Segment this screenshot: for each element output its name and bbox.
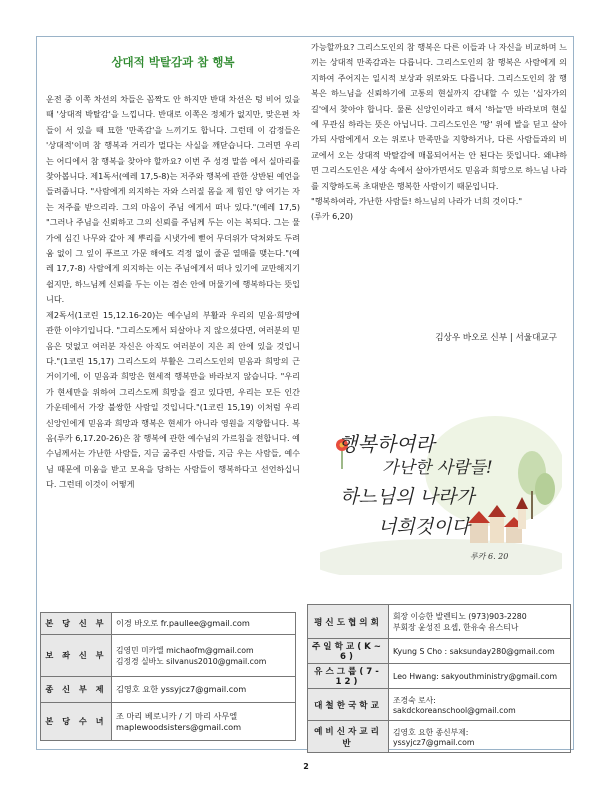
- directory-contact: [112, 635, 296, 677]
- directory-line: 조경숙 로사:: [393, 695, 436, 705]
- directory-role: 대철한국학교: [308, 689, 389, 721]
- article-paragraph: 가능할까요? 그리스도인의 참 행복은 다른 이들과 나 자신을 비교하며 느끼는 상대적 만족감과는 다릅니다. 그리스도인의 참 행복은 사람에게 의지하여 주어지는 일시적 보상과 위로와도 다릅니다. 그리스도인의 참 행복은 하느님을 신뢰하기에 고통의 현실까지 감내할 수 있는 '십자가의 길'에서 찾아야 합니다. 물론 신앙인이라고 해서 '하늘'만 바라보며 현실에 무관심 하라는 뜻은 아닙니다. 그리스도인은 '땅' 위에 발을 딛고 살아가되 사람에게서 오는 위로나 만족만을 지향하거나, 다른 사람들과의 비교에서 오는 상대적 박탈감에 매몰되어서는 안 된다는 뜻입니다. 왜냐하면 그리스도인은 세상 속에서 살아가면서도 믿음과 희망으로 하느님 나라를 지향하도록 초대받은 행복한 사람이기 때문입니다.: [311, 42, 567, 191]
- artwork-line-1: 행복하여라: [338, 432, 435, 456]
- clergy-directory: [40, 612, 296, 741]
- page-number: 2: [303, 762, 309, 771]
- artwork-line-4: 너희것이다: [378, 516, 470, 538]
- directory-line: 부회장 윤성진 요셉, 한유숙 유스티나: [393, 622, 519, 632]
- directory-contact: [112, 703, 296, 741]
- directory-contact: Leo Hwang: sakyouthministry@gmail.com: [389, 664, 571, 689]
- directory-row: [308, 639, 571, 664]
- directory-row: [41, 613, 296, 635]
- directory-role: 본 당 신 부: [41, 613, 112, 635]
- directory-role: 평신도협의회: [308, 605, 389, 639]
- directory-line: sakdckoreanschool@gmail.com: [393, 705, 516, 715]
- artwork-line-2: 가난한 사람들!: [382, 458, 493, 478]
- directory-role: 유스그룹(7-12): [308, 664, 389, 689]
- scripture-quote: "행복하여라, 가난한 사람들! 하느님의 나라가 너희 것이다.": [311, 196, 523, 207]
- directory-row: [308, 721, 571, 753]
- directory-line: 김정경 실바노 silvanus2010@gmail.com: [116, 656, 267, 666]
- article-right-column: [311, 40, 567, 225]
- ministry-directory: [307, 604, 571, 753]
- directory-line: 김영호 요한 종신부제:: [393, 727, 469, 737]
- directory-line: 조 마리 베로니카 / 기 마리 사무엘: [116, 711, 238, 721]
- directory-contact: 이경 바오로 fr.paullee@gmail.com: [112, 613, 296, 635]
- artwork-reference: 루카 6. 20: [470, 552, 509, 561]
- directory-line: maplewoodsisters@gmail.com: [116, 722, 242, 732]
- directory-row: [41, 677, 296, 703]
- directory-contact: [389, 605, 571, 639]
- article-paragraph: 운전 중 이쪽 차선의 차들은 꼼짝도 안 하지만 반대 차선은 텅 비어 있을 때 '상대적 박탈감'을 느낍니다. 반대로 이쪽은 정체가 없지만, 맞은편 차들이 서 있을 때 묘한 '만족감'을 느끼기도 합니다. 그런데 이 감정들은 '상대적'이며 참 행복과 거리가 멀다는 사실을 깨닫습니다. 그러면 우리는 어디에서 참 행복을 찾아야 할까요? 이번 주 성경 말씀 에서 실마리를 찾아봅니다. 제1독서(예레 17,5-8)는 저주와 행복에 관한 상반된 예언을 들려줍니다. "사람에게 의지하는 자와 스러질 몸을 제 힘인 양 여기는 자는 저주를 받으리라. 그의 마음이 주님 에게서 떠나 있다."(예레 17,5) "그러나 주님을 신뢰하고 그의 신뢰를 주님께 두는 이는 복되다. 그는 물가에 심긴 나무와 같아 제 뿌리를 시냇가에 뻗어 무더위가 닥쳐와도 두려움 없이 그 잎이 푸르고 가문 해에도 걱정 없이 줄곧 열매를 맺는다."(예레 17,7-8) 사람에게 의지하는 이는 주님에게서 떠나 있기에 교만해지기 쉽지만, 하느님께 신뢰를 두는 이는 겸손 안에 머물기에 행복하다는 뜻입니다.: [46, 94, 300, 305]
- calligraphy-artwork: [320, 411, 562, 575]
- directory-role: 본 당 수 녀: [41, 703, 112, 741]
- directory-contact: Kyung S Cho : saksunday280@gmail.com: [389, 639, 571, 664]
- author-byline: 김상우 바오로 신부 | 서울대교구: [435, 333, 557, 343]
- directory-line: 김영민 미카엘 michaofm@gmail.com: [116, 645, 254, 655]
- directory-row: [308, 689, 571, 721]
- article-paragraph: 제2독서(1코린 15,12.16-20)는 예수님의 부활과 우리의 믿음·희망에 관한 이야기입니다. "그리스도께서 되살아나 지 않으셨다면, 여러분의 믿음은 덧없고 여러분 자신은 아직도 여러분이 지은 죄 안에 있을 것입니다."(1코린 15,17) 그리스도의 부활은 그리스도인의 믿음과 희망의 근거이기에, 이 믿음과 희망은 현세적 행복만을 바라보지 않습니다. "우리가 현세만을 위하여 그리스도께 희망을 걸고 있다면, 우리는 모든 인간 가운데에서 가장 불쌍한 사람일 것입니다."(1코린 15,19) 이처럼 우리 신앙인에게 믿음과 희망과 행복은 현세가 아니라 영원을 지향합니다. 복음(루카 6,17.20-26)은 참 행복에 관한 예수님의 가르침을 전합니다. 예수님께서는 가난한 사람들, 지금 굶주린 사람들, 지금 우는 사람들, 예수님 때문에 미움을 받고 모욕을 당하는 사람들이 행복하다고 선언하십니다. 그런데 이것이 어떻게: [46, 309, 300, 490]
- directory-row: [308, 605, 571, 639]
- directory-row: [41, 703, 296, 741]
- directory-role: 주일학교(K~ 6): [308, 639, 389, 664]
- scripture-reference: (루카 6,20): [311, 212, 354, 222]
- directory-role: 종 신 부 제: [41, 677, 112, 703]
- calligraphy-illustration: [320, 411, 562, 575]
- article-left-column: [46, 92, 300, 493]
- directory-line: yssyjcz7@gmail.com: [393, 737, 475, 747]
- directory-row: [41, 635, 296, 677]
- directory-contact: 김영호 요한 yssyjcz7@gmail.com: [112, 677, 296, 703]
- directory-line: 회장 이승한 발렌티노 (973)903-2280: [393, 611, 527, 621]
- directory-contact: [389, 689, 571, 721]
- artwork-line-3: 하느님의 나라가: [340, 486, 475, 508]
- directory-contact: [389, 721, 571, 753]
- directory-role: 보 좌 신 부: [41, 635, 112, 677]
- directory-row: [308, 664, 571, 689]
- directory-role: 예비신자교리반: [308, 721, 389, 753]
- article-title: 상대적 박탈감과 참 행복: [111, 55, 235, 69]
